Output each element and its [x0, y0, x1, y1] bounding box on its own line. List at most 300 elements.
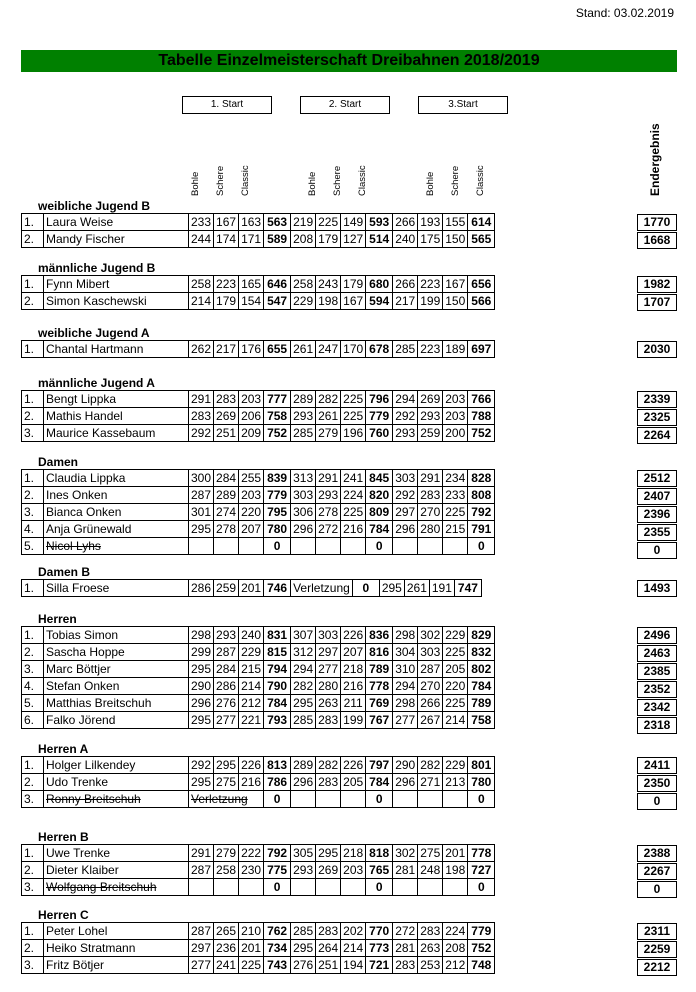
score-cell: 770 [366, 923, 393, 940]
score-cell: 150 [443, 231, 468, 248]
score-cell: 813 [264, 757, 291, 774]
table-row [22, 791, 495, 808]
player-name: Marc Böttjer [44, 661, 189, 678]
score-cell: 277 [316, 661, 341, 678]
score-cell: 0 [468, 879, 495, 896]
score-cell: 289 [214, 487, 239, 504]
player-name: Chantal Hartmann [44, 341, 189, 358]
score-cell: 170 [341, 341, 366, 358]
score-cell: 202 [341, 923, 366, 940]
score-cell: 614 [468, 214, 495, 231]
score-cell: 165 [239, 276, 264, 293]
score-cell: 793 [264, 712, 291, 729]
results-table [21, 275, 495, 310]
score-cell: 226 [341, 757, 366, 774]
score-cell: 281 [393, 862, 418, 879]
final-score: 2350 [637, 775, 677, 792]
score-cell: 784 [264, 695, 291, 712]
score-cell: 287 [189, 487, 214, 504]
section-title: männliche Jugend A [38, 376, 155, 390]
score-cell: 218 [341, 661, 366, 678]
score-cell: 270 [418, 504, 443, 521]
section-title: männliche Jugend B [38, 261, 156, 275]
player-name: Bianca Onken [44, 504, 189, 521]
score-cell: 218 [341, 845, 366, 862]
score-cell: 217 [393, 293, 418, 310]
score-cell: 792 [468, 504, 495, 521]
score-cell: 236 [214, 940, 239, 957]
final-score: 2355 [637, 524, 677, 541]
score-cell: 655 [264, 341, 291, 358]
final-score: 2311 [637, 923, 677, 940]
player-name: Ines Onken [44, 487, 189, 504]
rank-cell: 6. [22, 712, 44, 729]
section-title: Herren A [38, 742, 89, 756]
score-cell: 216 [341, 521, 366, 538]
score-cell: 271 [418, 774, 443, 791]
score-cell: 296 [291, 774, 316, 791]
score-cell: 297 [189, 940, 214, 957]
score-cell: 225 [443, 644, 468, 661]
rank-cell: 1. [22, 845, 44, 862]
score-cell: 214 [239, 678, 264, 695]
score-cell: 206 [239, 408, 264, 425]
score-cell: 746 [264, 580, 291, 597]
score-cell: 241 [214, 957, 239, 974]
score-cell: 788 [468, 408, 495, 425]
score-cell: 155 [443, 214, 468, 231]
score-cell: 291 [189, 391, 214, 408]
score-cell: 258 [291, 276, 316, 293]
endergebnis-label: Endergebnis [648, 123, 662, 196]
score-cell: 244 [189, 231, 214, 248]
table-row [22, 538, 495, 555]
player-name: Fynn Mibert [44, 276, 189, 293]
column-label-3-3: Classic [475, 165, 486, 196]
score-cell: 646 [264, 276, 291, 293]
score-cell: 796 [366, 391, 393, 408]
score-cell: 220 [239, 504, 264, 521]
score-cell: 828 [468, 470, 495, 487]
score-cell: 792 [264, 845, 291, 862]
score-cell: 0 [366, 538, 393, 555]
score-cell: 291 [418, 470, 443, 487]
score-cell: 301 [189, 504, 214, 521]
score-cell [393, 791, 418, 808]
score-cell: 214 [443, 712, 468, 729]
score-cell: 258 [214, 862, 239, 879]
score-cell: 752 [468, 425, 495, 442]
score-cell: 292 [393, 487, 418, 504]
player-name: Bengt Lippka [44, 391, 189, 408]
score-cell: 225 [316, 214, 341, 231]
score-cell: 845 [366, 470, 393, 487]
score-cell: 279 [316, 425, 341, 442]
score-cell: 765 [366, 862, 393, 879]
score-cell [291, 791, 316, 808]
score-cell: 295 [291, 940, 316, 957]
score-cell: 831 [264, 627, 291, 644]
rank-cell: 1. [22, 580, 44, 597]
score-cell: 261 [404, 580, 429, 597]
score-cell: 196 [341, 425, 366, 442]
results-table [21, 390, 495, 442]
score-cell [393, 879, 418, 896]
score-cell: 816 [366, 644, 393, 661]
score-cell [214, 538, 239, 555]
score-cell: 233 [189, 214, 214, 231]
score-cell: 298 [393, 695, 418, 712]
score-cell: 721 [366, 957, 393, 974]
player-name: Stefan Onken [44, 678, 189, 695]
score-cell: 296 [291, 521, 316, 538]
final-score: 2267 [637, 863, 677, 880]
score-cell: 215 [239, 661, 264, 678]
score-cell: 794 [264, 661, 291, 678]
results-table [21, 756, 495, 808]
score-cell: 292 [189, 425, 214, 442]
score-cell: 290 [189, 678, 214, 695]
score-cell: 127 [341, 231, 366, 248]
results-table [21, 626, 495, 729]
score-cell: 789 [468, 695, 495, 712]
rank-cell: 1. [22, 276, 44, 293]
score-cell: 223 [418, 276, 443, 293]
score-cell [189, 879, 214, 896]
score-cell: 282 [316, 757, 341, 774]
score-cell: 212 [239, 695, 264, 712]
player-name: Udo Trenke [44, 774, 189, 791]
score-cell: 194 [341, 957, 366, 974]
player-name: Falko Jörend [44, 712, 189, 729]
score-cell [418, 879, 443, 896]
section-title: Herren B [38, 830, 89, 844]
score-cell: 298 [189, 627, 214, 644]
final-score: 1770 [637, 214, 677, 231]
final-score: 1668 [637, 232, 677, 249]
score-cell: 149 [341, 214, 366, 231]
score-cell: 255 [239, 470, 264, 487]
score-cell: 179 [214, 293, 239, 310]
score-cell: 0 [366, 879, 393, 896]
table-row [22, 627, 495, 644]
score-cell: 261 [316, 408, 341, 425]
player-name: Uwe Trenke [44, 845, 189, 862]
score-cell [341, 879, 366, 896]
score-cell: 283 [418, 487, 443, 504]
rank-cell: 2. [22, 231, 44, 248]
score-cell: 265 [214, 923, 239, 940]
final-score: 2463 [637, 645, 677, 662]
score-cell: 221 [239, 712, 264, 729]
score-cell: 216 [239, 774, 264, 791]
score-cell: 778 [468, 845, 495, 862]
score-cell: 292 [393, 408, 418, 425]
column-label-1-3: Classic [240, 165, 251, 196]
score-cell [316, 791, 341, 808]
score-cell: 282 [418, 757, 443, 774]
score-cell: 784 [468, 678, 495, 695]
score-cell: 293 [214, 627, 239, 644]
score-cell: 214 [189, 293, 214, 310]
score-cell [418, 791, 443, 808]
score-cell: 291 [316, 470, 341, 487]
score-cell [239, 879, 264, 896]
score-cell: 226 [239, 757, 264, 774]
score-cell: 294 [393, 391, 418, 408]
score-cell: 312 [291, 644, 316, 661]
score-cell: 205 [341, 774, 366, 791]
score-cell: 743 [264, 957, 291, 974]
final-score: 2512 [637, 470, 677, 487]
score-cell: 0 [366, 791, 393, 808]
score-cell: 266 [393, 214, 418, 231]
player-name: Nicol Lyhs [44, 538, 189, 555]
score-cell: 223 [418, 341, 443, 358]
score-cell: 815 [264, 644, 291, 661]
final-score: 2342 [637, 699, 677, 716]
score-cell: 261 [291, 341, 316, 358]
score-cell: 818 [366, 845, 393, 862]
score-cell: 264 [316, 940, 341, 957]
player-name: Sascha Hoppe [44, 644, 189, 661]
score-cell: 767 [366, 712, 393, 729]
final-score: 2325 [637, 409, 677, 426]
score-cell: 296 [393, 521, 418, 538]
score-cell: 269 [418, 391, 443, 408]
score-cell: 758 [468, 712, 495, 729]
rank-cell: 4. [22, 521, 44, 538]
score-cell: 203 [443, 408, 468, 425]
score-cell: 275 [214, 774, 239, 791]
score-cell: 203 [443, 391, 468, 408]
stand-date: Stand: 03.02.2019 [575, 6, 674, 20]
score-cell: 276 [214, 695, 239, 712]
score-cell: 272 [393, 923, 418, 940]
score-cell: 302 [418, 627, 443, 644]
rank-cell: 1. [22, 341, 44, 358]
rank-cell: 3. [22, 661, 44, 678]
score-cell: 207 [341, 644, 366, 661]
table-row [22, 757, 495, 774]
score-cell: 293 [291, 408, 316, 425]
score-cell [316, 538, 341, 555]
score-cell: 285 [291, 923, 316, 940]
table-row [22, 470, 495, 487]
player-name: Simon Kaschewski [44, 293, 189, 310]
score-cell: 222 [239, 845, 264, 862]
table-row [22, 408, 495, 425]
score-cell: 283 [393, 957, 418, 974]
score-cell: 225 [341, 504, 366, 521]
rank-cell: 1. [22, 757, 44, 774]
score-cell [214, 879, 239, 896]
final-score: 1707 [637, 294, 677, 311]
score-cell: 167 [341, 293, 366, 310]
rank-cell: 3. [22, 879, 44, 896]
score-cell: 217 [214, 341, 239, 358]
score-cell: 213 [443, 774, 468, 791]
score-cell: 234 [443, 470, 468, 487]
column-label-1-2: Schere [215, 165, 226, 196]
start-2-label: 2. Start [300, 96, 390, 114]
score-cell: 179 [341, 276, 366, 293]
player-name: Claudia Lippka [44, 470, 189, 487]
table-row [22, 521, 495, 538]
section-title: Damen B [38, 565, 91, 579]
score-cell: 310 [393, 661, 418, 678]
score-cell: 230 [239, 862, 264, 879]
score-cell: 279 [214, 845, 239, 862]
score-cell: 208 [443, 940, 468, 957]
final-score: 2396 [637, 506, 677, 523]
score-cell: 289 [291, 391, 316, 408]
score-cell [443, 538, 468, 555]
score-cell: 287 [189, 923, 214, 940]
score-cell: 203 [341, 862, 366, 879]
final-score: 2259 [637, 941, 677, 958]
column-label-2-3: Classic [357, 165, 368, 196]
start-1-label: 1. Start [182, 96, 272, 114]
table-row [22, 940, 495, 957]
score-cell: 225 [443, 504, 468, 521]
score-cell: 225 [443, 695, 468, 712]
score-cell: 289 [291, 757, 316, 774]
score-cell: 752 [468, 940, 495, 957]
score-cell: 307 [291, 627, 316, 644]
score-cell: 198 [443, 862, 468, 879]
column-label-3-2: Schere [450, 165, 461, 196]
player-name: Ronny Breitschuh [44, 791, 189, 808]
injury-note: Verletzung [291, 580, 353, 597]
score-cell: 280 [418, 521, 443, 538]
rank-cell: 4. [22, 678, 44, 695]
score-cell: 280 [316, 678, 341, 695]
score-cell [341, 538, 366, 555]
score-cell: 176 [239, 341, 264, 358]
score-cell: 678 [366, 341, 393, 358]
score-cell: 304 [393, 644, 418, 661]
score-cell: 150 [443, 293, 468, 310]
player-name: Dieter Klaiber [44, 862, 189, 879]
table-row [22, 504, 495, 521]
score-cell: 223 [214, 276, 239, 293]
rank-cell: 1. [22, 214, 44, 231]
score-cell: 302 [393, 845, 418, 862]
player-name: Silla Froese [44, 580, 189, 597]
score-cell: 191 [429, 580, 454, 597]
score-cell [443, 879, 468, 896]
score-cell [393, 538, 418, 555]
score-cell: 285 [393, 341, 418, 358]
injury-note: Verletzung [189, 791, 264, 808]
player-name: Mathis Handel [44, 408, 189, 425]
score-cell: 791 [468, 521, 495, 538]
score-cell: 284 [214, 661, 239, 678]
score-cell [341, 791, 366, 808]
results-table [21, 922, 495, 974]
score-cell: 769 [366, 695, 393, 712]
score-cell: 786 [264, 774, 291, 791]
score-cell: 283 [316, 712, 341, 729]
score-cell: 263 [316, 695, 341, 712]
score-cell: 547 [264, 293, 291, 310]
final-score: 2407 [637, 488, 677, 505]
score-cell [291, 879, 316, 896]
score-cell [418, 538, 443, 555]
score-cell: 747 [454, 580, 481, 597]
score-cell: 836 [366, 627, 393, 644]
score-cell: 295 [214, 757, 239, 774]
score-cell: 209 [239, 425, 264, 442]
score-cell: 269 [316, 862, 341, 879]
score-cell: 281 [393, 940, 418, 957]
score-cell: 820 [366, 487, 393, 504]
player-name: Heiko Stratmann [44, 940, 189, 957]
score-cell: 779 [366, 408, 393, 425]
score-cell: 251 [214, 425, 239, 442]
table-row [22, 695, 495, 712]
final-score: 2385 [637, 663, 677, 680]
score-cell: 203 [239, 487, 264, 504]
score-cell: 303 [291, 487, 316, 504]
score-cell: 296 [189, 695, 214, 712]
score-cell: 272 [316, 521, 341, 538]
score-cell: 262 [189, 341, 214, 358]
rank-cell: 1. [22, 391, 44, 408]
score-cell: 225 [341, 391, 366, 408]
player-name: Laura Weise [44, 214, 189, 231]
score-cell: 283 [214, 391, 239, 408]
final-score: 0 [637, 793, 677, 810]
score-cell: 276 [291, 957, 316, 974]
score-cell: 229 [291, 293, 316, 310]
score-cell: 809 [366, 504, 393, 521]
score-cell: 266 [418, 695, 443, 712]
score-cell: 790 [264, 678, 291, 695]
score-cell: 283 [316, 774, 341, 791]
score-cell: 229 [443, 627, 468, 644]
score-cell: 295 [189, 661, 214, 678]
score-cell: 303 [393, 470, 418, 487]
score-cell: 286 [189, 580, 214, 597]
final-score: 0 [637, 881, 677, 898]
table-row [22, 580, 482, 597]
table-row [22, 341, 495, 358]
score-cell: 283 [316, 923, 341, 940]
score-cell: 220 [443, 678, 468, 695]
score-cell: 216 [341, 678, 366, 695]
score-cell: 832 [468, 644, 495, 661]
score-cell: 758 [264, 408, 291, 425]
section-title: Damen [38, 455, 79, 469]
score-cell: 233 [443, 487, 468, 504]
score-cell: 299 [189, 644, 214, 661]
score-cell: 175 [418, 231, 443, 248]
player-name: Wolfgang Breitschuh [44, 879, 189, 896]
score-cell: 214 [341, 940, 366, 957]
column-label-2-2: Schere [332, 165, 343, 196]
score-cell: 697 [468, 341, 495, 358]
score-cell: 297 [393, 504, 418, 521]
rank-cell: 3. [22, 504, 44, 521]
score-cell: 0 [264, 538, 291, 555]
final-score: 0 [637, 542, 677, 559]
start-3-label: 3.Start [418, 96, 508, 114]
final-score: 2318 [637, 717, 677, 734]
score-cell: 775 [264, 862, 291, 879]
score-cell: 808 [468, 487, 495, 504]
